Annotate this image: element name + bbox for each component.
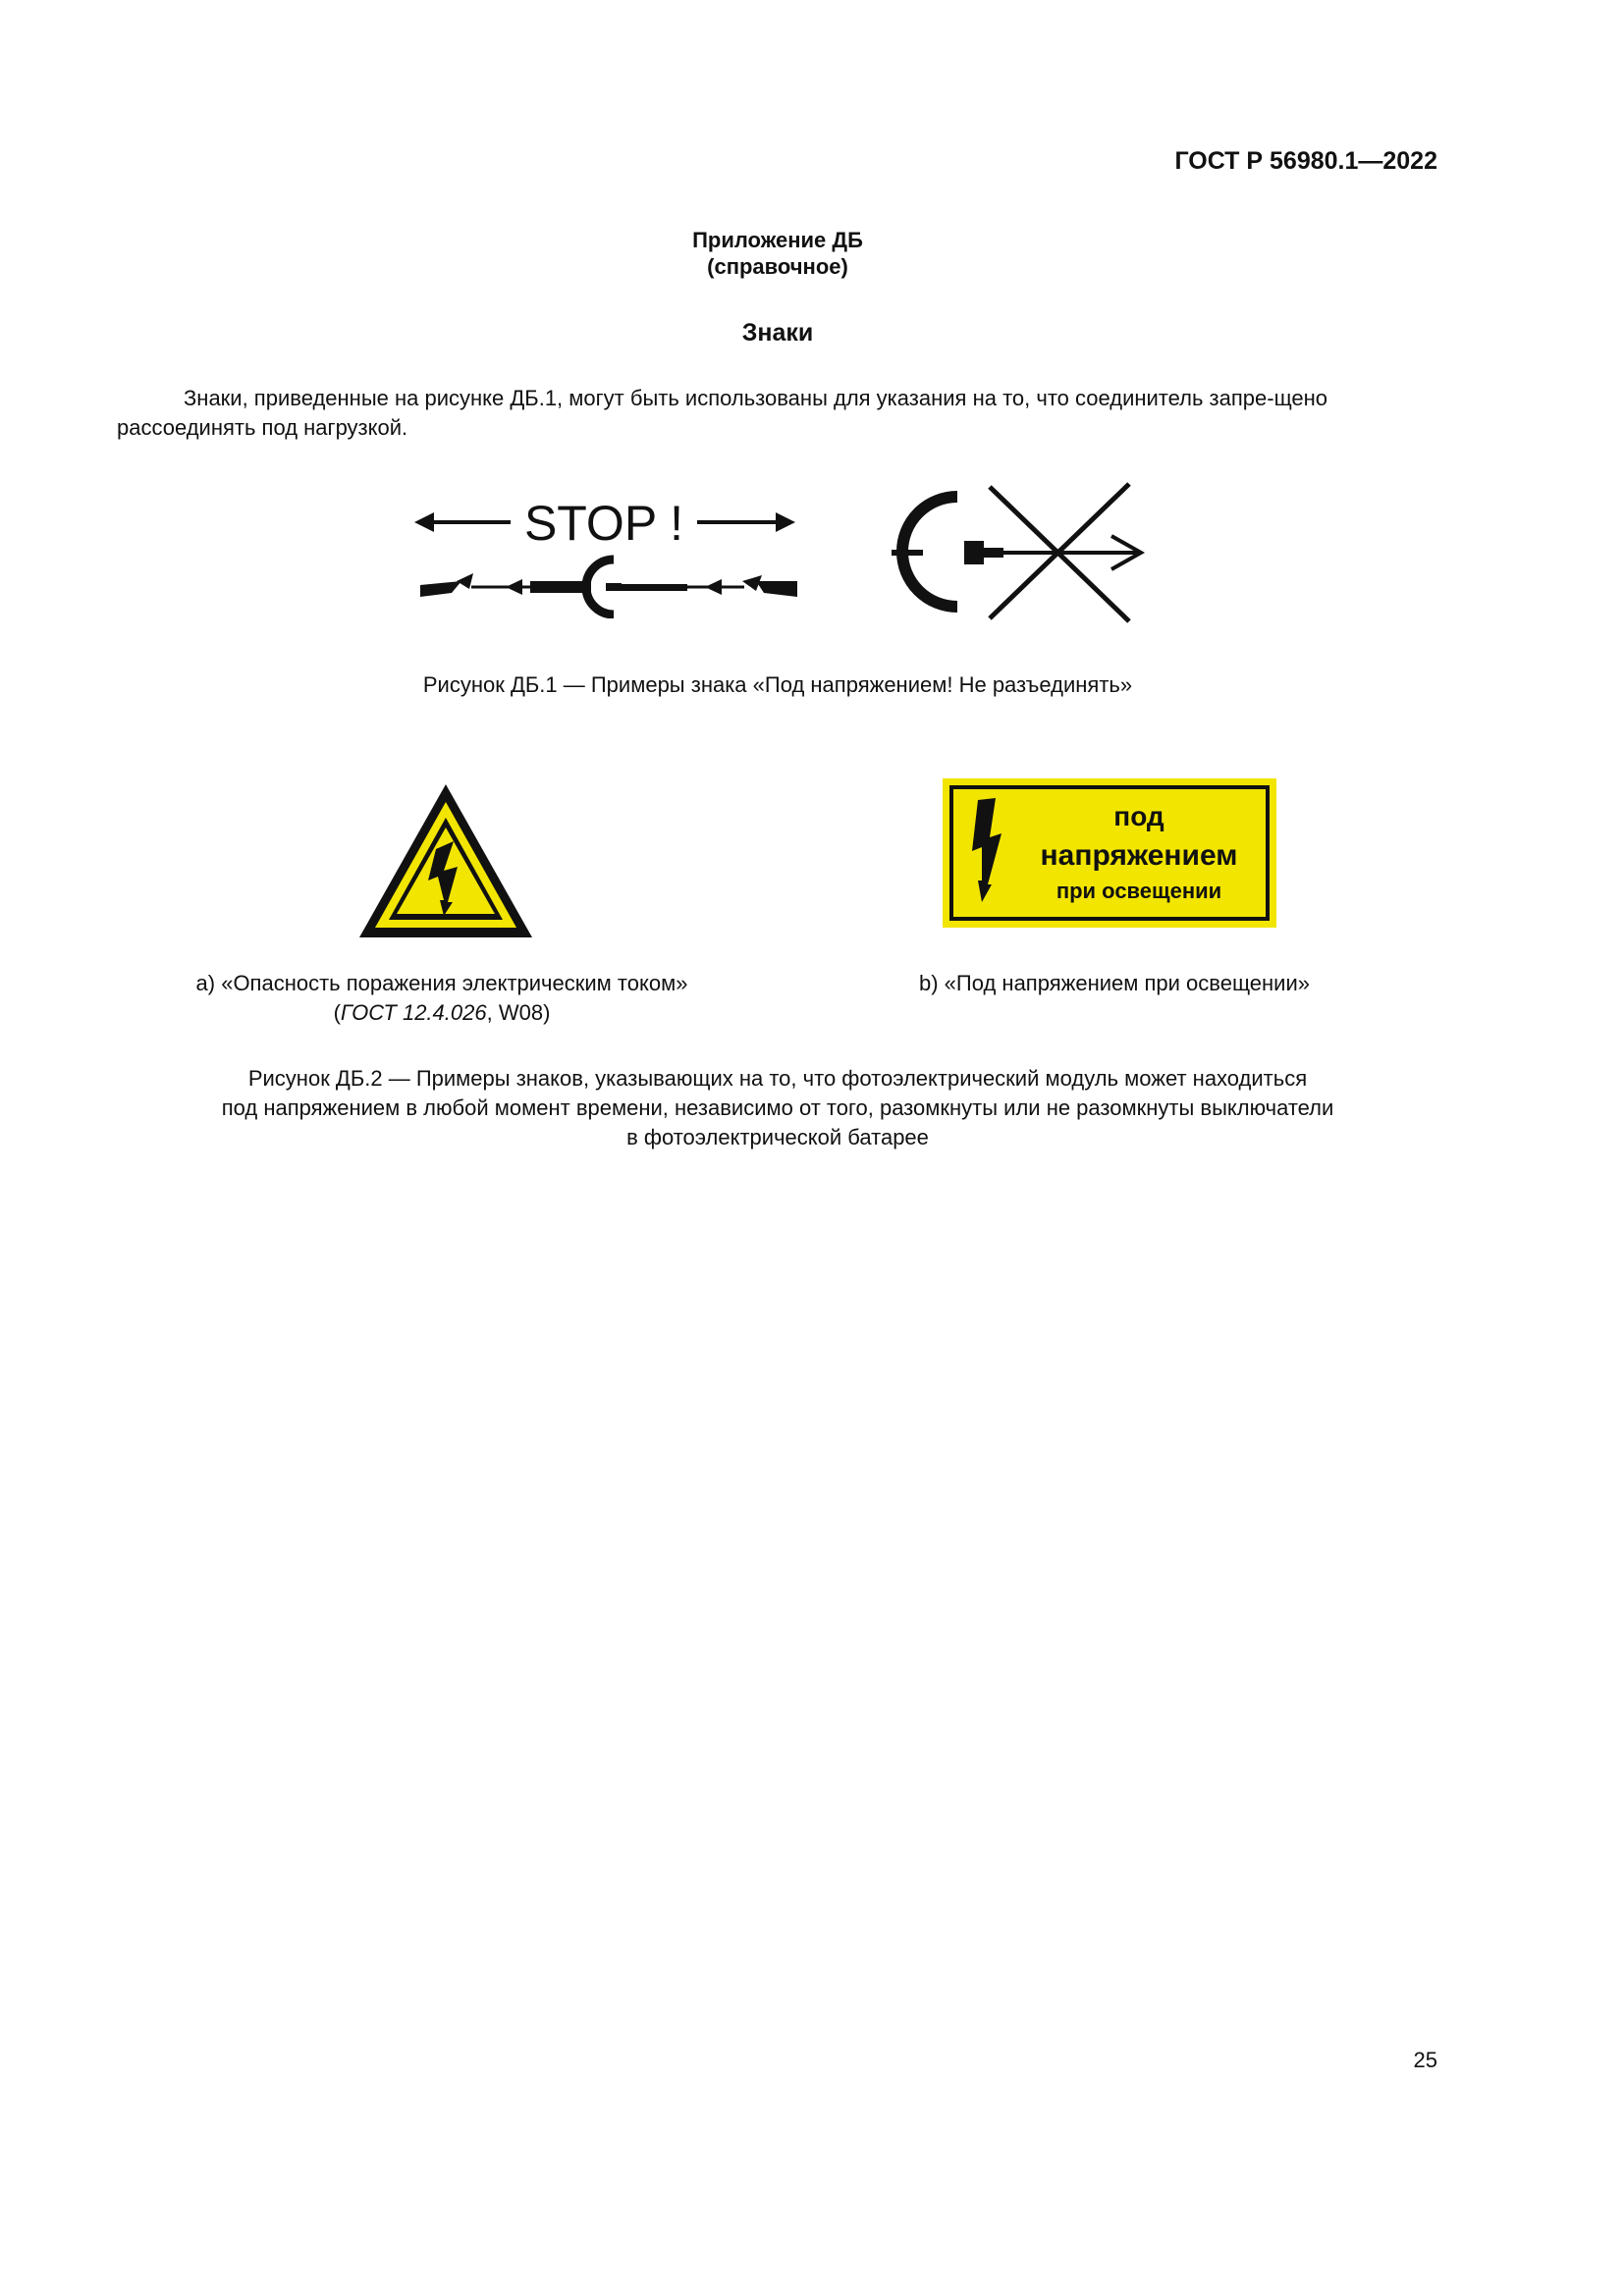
- sign-line-1: под: [1113, 801, 1164, 831]
- page-number: 25: [1413, 2048, 1437, 2072]
- appendix-heading: [0, 227, 1555, 280]
- live-voltage-illumination-sign: [943, 778, 1276, 928]
- figure2-caption-line: под напряжением в любой момент времени, независимо от того, разомкнуты или не разомкнуты выключатели: [221, 1095, 1334, 1120]
- sign-line-3: при освещении: [1056, 879, 1222, 903]
- figure2-caption-line: в фотоэлектрической батарее: [626, 1125, 929, 1149]
- sign-code: W08: [498, 1000, 544, 1025]
- figure2-caption: [0, 1064, 1555, 1152]
- standard-reference: ГОСТ 12.4.026: [340, 1000, 487, 1025]
- section-title: Знаки: [741, 319, 814, 347]
- arrow-left-icon: [414, 512, 434, 532]
- body-paragraph: Знаки, приведенные на рисунке ДБ.1, могут быть использованы для указания на то, что соединитель запре-щено рассоединять под нагрузкой.: [117, 386, 1328, 440]
- subfigure-b-caption: b) «Под напряжением при освещении»: [919, 971, 1310, 995]
- subfigure-a-caption: [128, 969, 756, 1028]
- subfigure-a-title: a) «Опасность поражения электрическим током»: [195, 971, 688, 995]
- stop-disconnect-sign: [412, 491, 805, 618]
- appendix-subtitle: (справочное): [707, 254, 848, 279]
- subfigure-a-reference: (ГОСТ 12.4.026, W08): [333, 1000, 551, 1025]
- figure1-caption: Рисунок ДБ.1 — Примеры знака «Под напряжением! Не разъединять»: [422, 672, 1133, 697]
- document-code: ГОСТ Р 56980.1—2022: [1174, 147, 1437, 175]
- lightning-left-icon: [420, 581, 461, 597]
- arrow-right-icon: [776, 512, 795, 532]
- sign-line-2: напряжением: [1040, 839, 1238, 872]
- stop-label: STOP !: [523, 496, 684, 551]
- appendix-title: Приложение ДБ: [692, 228, 863, 252]
- crossed-connector-sign: [884, 479, 1159, 626]
- figure2-caption-line: Рисунок ДБ.2 — Примеры знаков, указывающих на то, что фотоэлектрический модуль может находиться: [247, 1066, 1308, 1091]
- electric-shock-warning-sign: [355, 780, 536, 943]
